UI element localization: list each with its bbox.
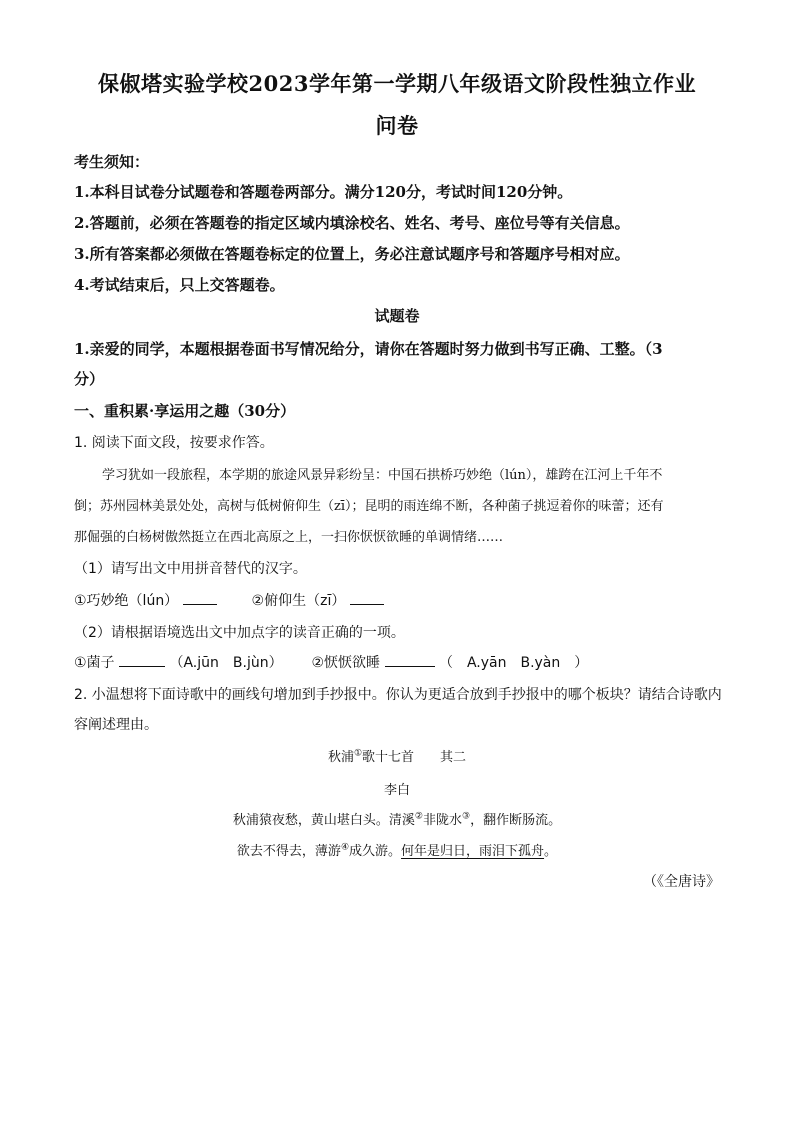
answer-blank-d[interactable]	[385, 652, 435, 667]
q1-sub1-item-b: ②俯仰生（zī）	[251, 593, 346, 609]
poem-author: 李白	[383, 783, 410, 798]
underlined-verse: 何年是归日，雨泪下孤舟	[401, 844, 545, 859]
q1-prompt: 1. 阅读下面文段，按要求作答。	[74, 435, 274, 451]
notice-item-2: 2.答题前，必须在答题卷的指定区域内填涂校名、姓名、考号、座位号等有关信息。	[74, 214, 630, 232]
exam-subtitle: 问卷	[375, 113, 419, 138]
poem-verse2: 欲去不得去，薄游④成久游。何年是归日，雨泪下孤舟。	[236, 842, 558, 859]
section-title: 试题卷	[374, 307, 420, 325]
footnote-marker: ④	[340, 842, 350, 853]
q1-sub1-item-a: ①巧妙绝（lún）	[74, 593, 179, 609]
exam-title: 保俶塔实验学校2023学年第一学期八年级语文阶段性独立作业	[98, 71, 696, 96]
notice-item-3: 3.所有答案都必须做在答题卷标定的位置上，务必注意试题序号和答题序号相对应。	[74, 245, 630, 263]
q1-sub2-item-b: ②恹恹欲睡	[311, 655, 381, 671]
q1-sub2-prompt: （2）请根据语境选出文中加点字的读音正确的一项。	[74, 625, 405, 641]
footnote-marker: ②	[414, 811, 423, 822]
answer-blank-b[interactable]	[350, 590, 384, 605]
q1-sub1-prompt: （1）请写出文中用拼音替代的汉字。	[74, 561, 307, 577]
notice-heading: 考生须知：	[74, 153, 150, 171]
handwriting-question-line1: 1.亲爱的同学，本题根据卷面书写情况给分，请你在答题时努力做到书写正确、工整。（3	[74, 340, 663, 358]
q1-passage-line2: 倒；苏州园林美景处处，高树与低树俯仰生（zī）；昆明的雨连绵不断，各种菌子挑逗着你的味蕾；还有	[74, 499, 664, 514]
q1-sub2-options-b: （ A.yān B.yàn ）	[438, 655, 589, 671]
poem-title: 秋浦①歌十七首 其二	[327, 748, 467, 765]
q1-passage-line1: 学习犹如一段旅程，本学期的旅途风景异彩纷呈：中国石拱桥巧妙绝（lún），雄跨在江河上千年不	[102, 468, 663, 483]
notice-item-1: 1.本科目试卷分试题卷和答题卷两部分。满分120分，考试时间120分钟。	[74, 183, 573, 201]
handwriting-question-line2: 分）	[74, 370, 105, 388]
q1-sub2-options-a: （A.jūn B.jùn）	[169, 655, 283, 671]
part-one-heading: 一、重积累·享运用之趣（30分）	[74, 402, 296, 420]
poem-source: （《全唐诗》	[643, 874, 720, 890]
q1-sub1-answers	[74, 590, 724, 610]
answer-blank-c[interactable]	[119, 652, 165, 667]
footnote-marker: ③	[462, 811, 471, 822]
notice-item-4: 4.考试结束后，只上交答题卷。	[74, 276, 285, 294]
q1-sub2-answers	[74, 652, 724, 672]
q1-sub2-item-a: ①菌子	[74, 655, 115, 671]
footnote-marker: ①	[353, 748, 363, 759]
q2-prompt-line1: 2. 小温想将下面诗歌中的画线句增加到手抄报中。你认为更适合放到手抄报中的哪个板块？请结合诗歌内	[74, 687, 722, 703]
poem-verse1: 秋浦猿夜愁，黄山堪白头。清溪②非陇水③，翻作断肠流。	[232, 811, 562, 828]
q2-prompt-line2: 容阐述理由。	[74, 717, 158, 733]
q1-passage-line3: 那倔强的白杨树傲然挺立在西北高原之上，一扫你恹恹欲睡的单调情绪……	[74, 530, 504, 545]
answer-blank-a[interactable]	[183, 590, 217, 605]
